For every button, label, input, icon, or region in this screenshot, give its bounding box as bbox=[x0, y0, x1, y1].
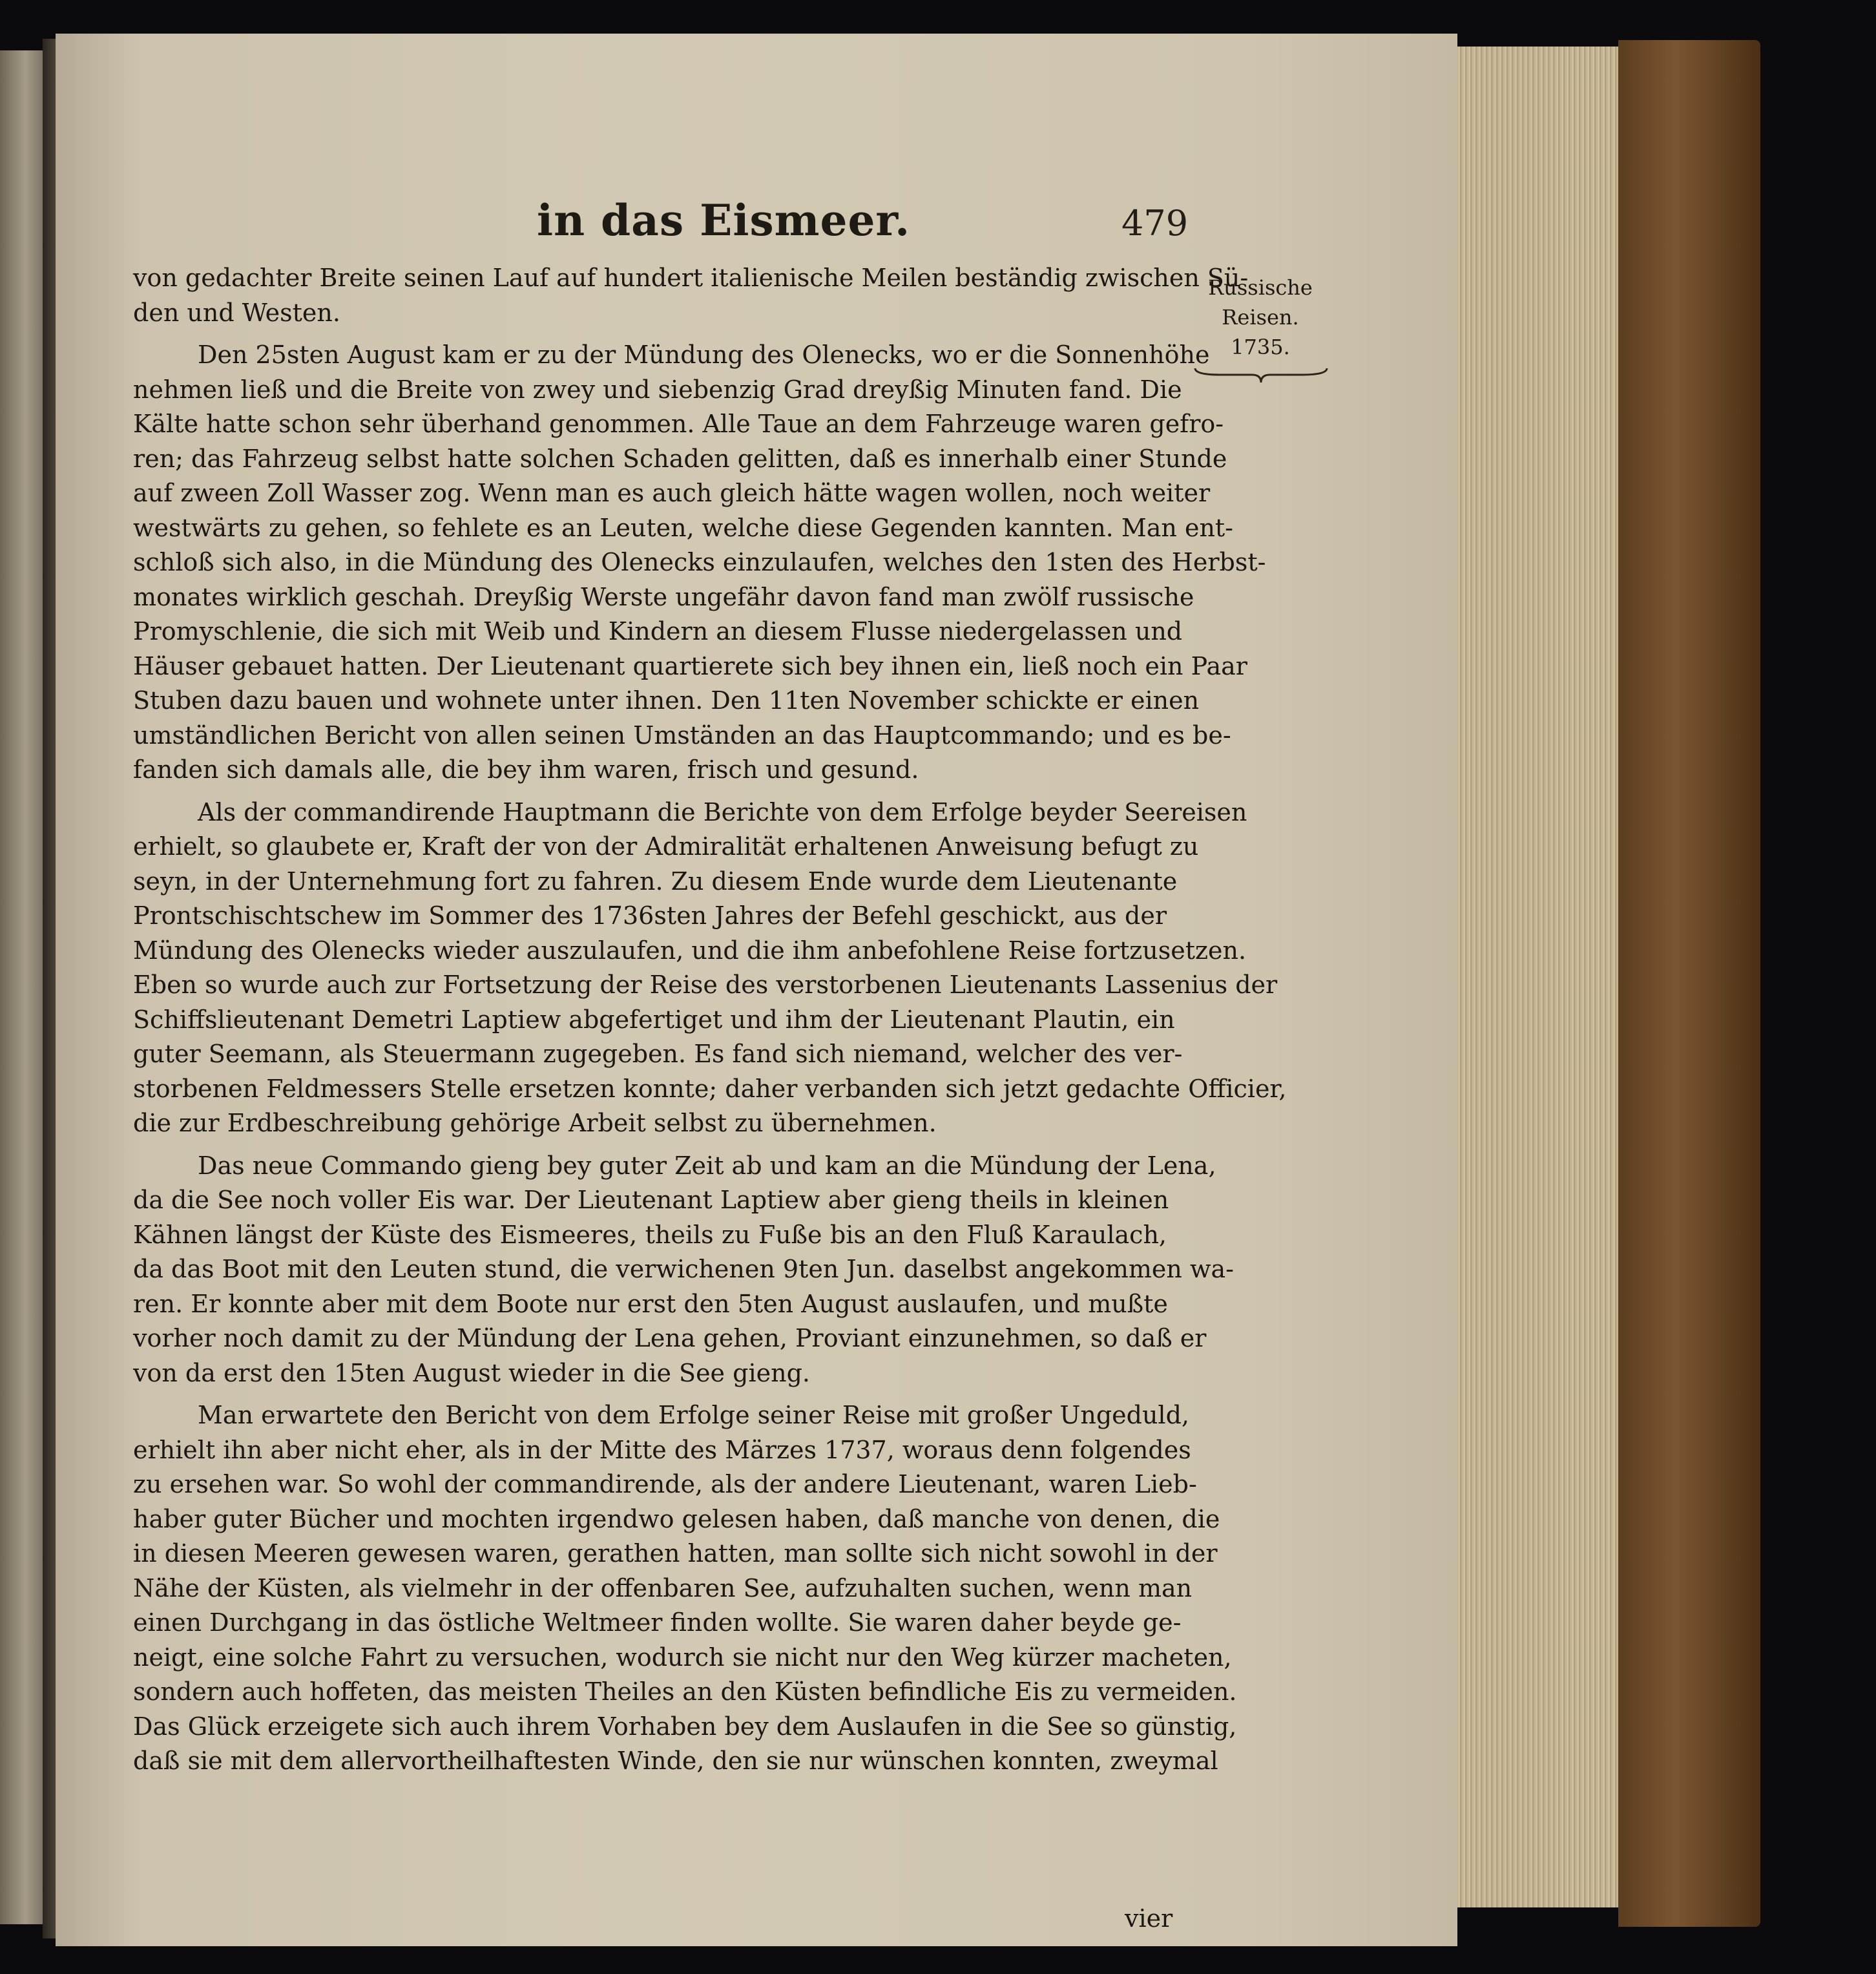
text-line: in diesen Meeren gewesen waren, gerathen hatten, man sollte sich nicht sowohl in der bbox=[133, 1539, 1218, 1568]
text-line: Man erwartete den Bericht von dem Erfolge seiner Reise mit großer Ungeduld, bbox=[198, 1401, 1189, 1429]
text-line: daß sie mit dem allervortheilhaftesten Winde, den sie nur wünschen konnten, zweymal bbox=[133, 1747, 1218, 1775]
text-line: von gedachter Breite seinen Lauf auf hundert italienische Meilen beständig zwischen Sü- bbox=[133, 264, 1249, 292]
marginal-brace bbox=[1194, 364, 1328, 384]
text-line: fanden sich damals alle, die bey ihm waren, frisch und gesund. bbox=[133, 755, 919, 784]
text-line: schloß sich also, in die Mündung des Olenecks einzulaufen, welches den 1sten des Herbst- bbox=[133, 548, 1266, 576]
text-line: Schiffslieutenant Demetri Laptiew abgefertiget und ihm der Lieutenant Plautin, ein bbox=[133, 1005, 1175, 1034]
paragraph-gap bbox=[133, 1391, 1167, 1398]
text-line: Häuser gebauet hatten. Der Lieutenant quartierete sich bey ihnen ein, ließ noch ein Paar bbox=[133, 651, 1247, 680]
text-line: nehmen ließ und die Breite von zwey und siebenzig Grad dreyßig Minuten fand. Die bbox=[133, 375, 1182, 404]
text-line: ren; das Fahrzeug selbst hatte solchen Schaden gelitten, daß es innerhalb einer Stunde bbox=[133, 444, 1227, 473]
book-page bbox=[56, 34, 1457, 1946]
text-line: Kähnen längst der Küste des Eismeeres, theils zu Fuße bis an den Fluß Karaulach, bbox=[133, 1220, 1167, 1249]
facing-page-edge bbox=[0, 50, 43, 1924]
text-line: da das Boot mit den Leuten stund, die verwichenen 9ten Jun. daselbst angekommen wa- bbox=[133, 1255, 1234, 1283]
text-line: ren. Er konnte aber mit dem Boote nur erst den 5ten August auslaufen, und mußte bbox=[133, 1289, 1168, 1318]
text-line: haber guter Bücher und mochten irgendwo gelesen haben, daß manche von denen, die bbox=[133, 1504, 1220, 1533]
text-line: Das Glück erzeigete sich auch ihrem Vorhaben bey dem Auslaufen in die See so günstig, bbox=[133, 1712, 1237, 1741]
text-line: Nähe der Küsten, als vielmehr in der offenbaren See, aufzuhalten suchen, wenn man bbox=[133, 1573, 1193, 1602]
text-line: auf zween Zoll Wasser zog. Wenn man es auch gleich hätte wagen wollen, noch weiter bbox=[133, 479, 1211, 507]
leather-cover bbox=[1618, 40, 1760, 1927]
text-line: erhielt, so glaubete er, Kraft der von der Admiralität erhaltenen Anweisung befugt zu bbox=[133, 832, 1199, 861]
text-line: vorher noch damit zu der Mündung der Lena gehen, Proviant einzunehmen, so daß er bbox=[133, 1324, 1207, 1352]
text-line: den und Westen. bbox=[133, 298, 340, 327]
text-line: Stuben dazu bauen und wohnete unter ihnen. Den 11ten November schickte er einen bbox=[133, 686, 1200, 715]
text-line: erhielt ihn aber nicht eher, als in der Mitte des Märzes 1737, woraus denn folgendes bbox=[133, 1435, 1191, 1464]
text-line: neigt, eine solche Fahrt zu versuchen, wodurch sie nicht nur den Weg kürzer macheten, bbox=[133, 1643, 1232, 1672]
text-line: Als der commandirende Hauptmann die Berichte von dem Erfolge beyder Seereisen bbox=[198, 797, 1247, 826]
text-line: da die See noch voller Eis war. Der Lieutenant Laptiew aber gieng theils in kleinen bbox=[133, 1186, 1169, 1214]
page-number: 479 bbox=[1121, 203, 1189, 244]
text-line: Das neue Commando gieng bey guter Zeit ab und kam an die Mündung der Lena, bbox=[198, 1151, 1216, 1180]
paragraph bbox=[133, 261, 1249, 330]
catchword: vier bbox=[1125, 1904, 1173, 1933]
paragraph bbox=[133, 795, 1287, 1141]
text-line: die zur Erdbeschreibung gehörige Arbeit selbst zu übernehmen. bbox=[133, 1109, 937, 1137]
paragraph-gap bbox=[133, 1141, 1167, 1149]
text-line: zu ersehen war. So wohl der commandirende, als der andere Lieutenant, waren Lieb- bbox=[133, 1470, 1197, 1498]
text-line: Den 25sten August kam er zu der Mündung des Olenecks, wo er die Sonnenhöhe bbox=[198, 341, 1210, 369]
marginal-note-line2: Reisen. bbox=[1222, 305, 1299, 330]
marginal-note-line1: Russische bbox=[1208, 275, 1313, 300]
paragraph bbox=[133, 1398, 1237, 1779]
text-line: seyn, in der Unternehmung fort zu fahren. Zu diesem Ende wurde dem Lieutenante bbox=[133, 866, 1178, 896]
paragraph-gap bbox=[133, 330, 1167, 338]
text-line: Promyschlenie, die sich mit Weib und Kindern an diesem Flusse niedergelassen und bbox=[133, 617, 1183, 646]
text-line: Mündung des Olenecks wieder auszulaufen, und die ihm anbefohlene Reise fortzusetzen. bbox=[133, 936, 1247, 965]
text-line: Eben so wurde auch zur Fortsetzung der Reise des verstorbenen Lieutenants Lassenius der bbox=[133, 971, 1278, 999]
text-line: Prontschischtschew im Sommer des 1736sten Jahres der Befehl geschickt, aus der bbox=[133, 901, 1167, 930]
text-line: storbenen Feldmessers Stelle ersetzen konnte; daher verbanden sich jetzt gedachte Officier, bbox=[133, 1074, 1287, 1103]
text-line: monates wirklich geschah. Dreyßig Werste ungefähr davon fand man zwölf russische bbox=[133, 582, 1194, 611]
page-block-edges bbox=[1441, 47, 1620, 1907]
marginal-note-year: 1735. bbox=[1231, 335, 1290, 359]
text-line: umständlichen Bericht von allen seinen Umständen an das Hauptcommando; und es be- bbox=[133, 720, 1231, 750]
paragraph bbox=[133, 1149, 1234, 1391]
book-gutter bbox=[43, 39, 56, 1938]
paragraph-gap bbox=[133, 788, 1167, 795]
running-head: in das Eismeer. bbox=[537, 195, 911, 246]
text-line: einen Durchgang in das östliche Weltmeer finden wollte. Sie waren daher beyde ge- bbox=[133, 1608, 1182, 1637]
text-line: guter Seemann, als Steuermann zugegeben. Es fand sich niemand, welcher des ver- bbox=[133, 1040, 1183, 1068]
text-line: von da erst den 15ten August wieder in die See gieng. bbox=[133, 1358, 810, 1387]
text-line: Kälte hatte schon sehr überhand genommen. Alle Taue an dem Fahrzeuge waren gefro- bbox=[133, 410, 1224, 438]
text-line: westwärts zu gehen, so fehlete es an Leuten, welche diese Gegenden kannten. Man ent- bbox=[133, 513, 1234, 542]
text-line: sondern auch hoffeten, das meisten Theiles an den Küsten befindliche Eis zu vermeiden. bbox=[133, 1677, 1237, 1706]
